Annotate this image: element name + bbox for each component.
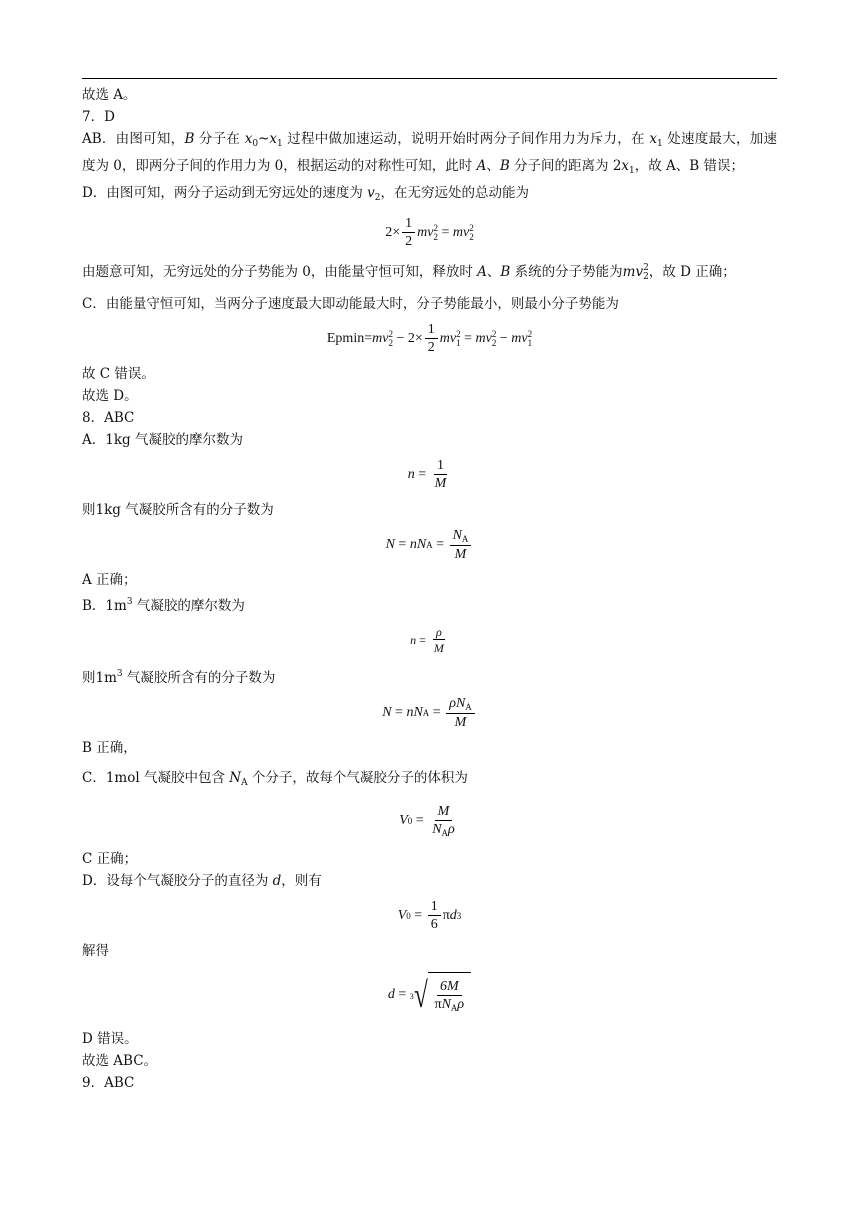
document-body	[82, 84, 777, 1094]
equation-epmin: Epmin= m v 2 2 − 2 × $\frac{1}{2}$ m v 2 1 = m v 2 2 − m v 2 1	[326, 322, 533, 355]
equation-d-cuberoot: d = 3 √ $\frac{6M}{\pi N_A\rho}$	[82, 962, 777, 1028]
equation-n-1-over-M: n = $\frac{1}{M}$	[407, 458, 447, 491]
text-line: 故选 A。	[82, 87, 137, 103]
text-line: A 正确；	[82, 572, 137, 588]
equation-V0: V 0 = $\frac{M}{N_A\rho}$	[399, 803, 455, 838]
equation-n-rho-over-M: n = $\frac{\rho}{M}$	[410, 625, 444, 655]
equation-N-rho-NA-over-M: N = n N A = $\frac{\rho N_A}{M}$	[82, 689, 777, 737]
equation-kinetic-energy: 2 × $\frac{1}{2}$ m v 2 2 = m v 2 2	[385, 216, 474, 249]
equation-N-NA-over-M: N = n N A = $\frac{N_A}{M}$	[82, 521, 777, 569]
answer-heading: 9．ABC	[82, 1075, 135, 1091]
answer-heading: 7．D	[82, 109, 115, 125]
text-line: 故 C 错误。	[82, 366, 155, 382]
text-line: D．设每个气凝胶分子的直径为 d，则有	[82, 873, 322, 889]
text-line: B 正确，	[82, 740, 137, 756]
header-rule	[82, 78, 777, 79]
answer-heading: 8．ABC	[82, 410, 135, 426]
text-line: 则1kg 气凝胶所含有的分子数为	[82, 502, 274, 518]
text-line: 故选 D。	[82, 388, 138, 404]
text-line: C．1mol 气凝胶中包含 $N_A$ 个分子，故每个气凝胶分子的体积为	[82, 770, 468, 788]
text-line: 解得	[82, 943, 109, 959]
paragraph-c: C．由能量守恒可知，当两分子速度最大即动能最大时，分子势能最小，则最小分子势能为	[82, 296, 619, 312]
text-line: B．$1m^3$ 气凝胶的摩尔数为	[82, 597, 245, 614]
paragraph-d2: 由题意可知，无穷远处的分子势能为 0，由能量守恒可知，释放时 A、B 系统的分子势能为mv 2 2 ，故 D 正确；	[82, 262, 736, 282]
text-line: 则$1m^3$ 气凝胶所含有的分子数为	[82, 669, 276, 686]
equation-V0-sphere: V 0 = $\frac{1}{6}$ π d 3	[397, 899, 462, 932]
text-line: A．1kg 气凝胶的摩尔数为	[82, 432, 243, 448]
text-line: D 错误。	[82, 1031, 138, 1047]
paragraph-d: D．由图可知，两分子运动到无穷远处的速度为 $v_2$，在无穷远处的总动能为	[82, 185, 529, 203]
text-line: 故选 ABC。	[82, 1053, 158, 1069]
paragraph-ab: AB．由图可知，B 分子在 $x_0\sim x_1$ 过程中做加速运动，说明开始时两分子间作用力为斥力，在 $x_1$ 处速度最大，加速度为 0，即两分子间的作用力为 0，根据运动的对称性可知，此时 A、B 分子间的距离为 $2x_1$，故 A、B 错误；	[82, 131, 777, 176]
text-line: C 正确；	[82, 851, 138, 867]
